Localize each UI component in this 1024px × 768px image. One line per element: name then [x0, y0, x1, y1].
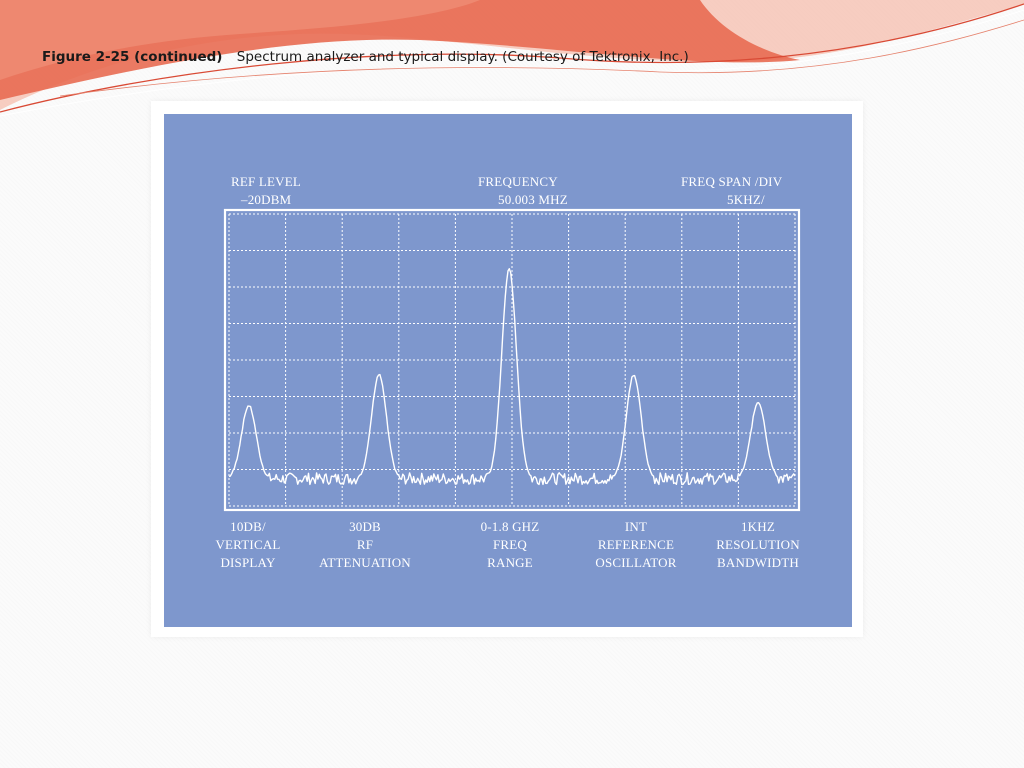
setting-name: OSCILLATOR	[595, 555, 677, 570]
freq-range-setting	[440, 518, 580, 572]
setting-name: RESOLUTION	[716, 537, 800, 552]
setting-name: VERTICAL	[215, 537, 281, 552]
spectrum-analyzer-display	[164, 114, 852, 627]
figure-number: Figure 2-25 (continued)	[42, 49, 223, 65]
setting-value: 10DB/	[230, 519, 266, 534]
spectrum-trace	[229, 269, 795, 485]
setting-name: BANDWIDTH	[717, 555, 799, 570]
graticule-grid	[229, 214, 795, 506]
frequency-value: 50.003 MHZ	[498, 192, 568, 207]
setting-name: FREQ	[492, 537, 528, 552]
reference-oscillator-setting	[566, 518, 706, 572]
figure-caption	[42, 49, 689, 65]
freq-span-title: FREQ SPAN /DIV	[681, 174, 783, 189]
setting-name: REFERENCE	[597, 537, 675, 552]
setting-name: RANGE	[487, 555, 533, 570]
setting-name: RF	[356, 537, 374, 552]
setting-value: 0-1.8 GHZ	[480, 519, 540, 534]
freq-span-value: 5KHZ/	[727, 192, 765, 207]
ref-level-value: –20DBM	[241, 192, 292, 207]
figure-caption-text: Spectrum analyzer and typical display. (Courtesy of Tektronix, Inc.)	[236, 49, 689, 65]
ref-level-title: REF LEVEL	[231, 174, 302, 189]
rf-attenuation-setting	[295, 518, 435, 572]
resolution-bandwidth-setting	[688, 518, 828, 572]
frequency-title: FREQUENCY	[478, 174, 558, 189]
setting-name: DISPLAY	[220, 555, 276, 570]
setting-name: ATTENUATION	[319, 555, 411, 570]
setting-value: 30DB	[349, 519, 381, 534]
setting-value: INT	[624, 519, 648, 534]
setting-value: 1KHZ	[740, 519, 776, 534]
